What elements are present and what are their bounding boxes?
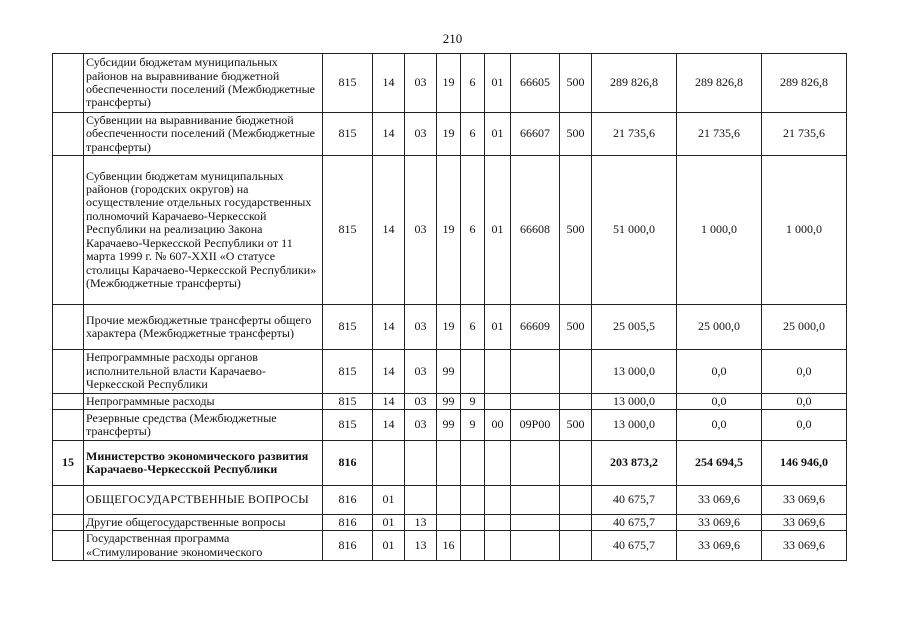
expense-type-code [560,486,592,515]
main-event-code: 01 [485,305,511,350]
subsection-code: 03 [405,113,437,156]
main-event-code [485,441,511,486]
program-code: 99 [437,410,461,441]
expense-type-code: 500 [560,54,592,113]
table-row [53,113,847,156]
row-number [53,394,84,410]
expense-type-code: 500 [560,113,592,156]
row-number [53,531,84,561]
program-code: 99 [437,394,461,410]
amount-year-2: 0,0 [677,410,762,441]
subprogram-code: 9 [461,394,485,410]
ministry-code: 815 [323,113,373,156]
expense-name: Непрограммные расходы органов исполнительной власти Карачаево-Черкесской Республики [84,350,323,394]
row-number [53,305,84,350]
ministry-code: 815 [323,156,373,305]
section-code [373,441,405,486]
ministry-code: 815 [323,305,373,350]
main-event-code [485,350,511,394]
expense-name: Субсидии бюджетам муниципальных районов на выравнивание бюджетной обеспеченности поселений (Межбюджетные трансферты) [84,54,323,113]
amount-year-1: 40 675,7 [592,531,677,561]
subsection-code [405,441,437,486]
ministry-code: 815 [323,54,373,113]
amount-year-3: 146 946,0 [762,441,847,486]
amount-year-1: 13 000,0 [592,410,677,441]
ministry-code: 816 [323,531,373,561]
ministry-code: 815 [323,394,373,410]
table-row [53,486,847,515]
subprogram-code: 6 [461,305,485,350]
direction-code: 09Р00 [511,410,560,441]
amount-year-1: 25 005,5 [592,305,677,350]
row-number [53,156,84,305]
amount-year-1: 13 000,0 [592,350,677,394]
subprogram-code [461,441,485,486]
subsection-code: 13 [405,515,437,531]
subsection-code: 03 [405,156,437,305]
amount-year-3: 0,0 [762,350,847,394]
amount-year-2: 0,0 [677,394,762,410]
subsection-code: 03 [405,54,437,113]
expense-type-code: 500 [560,410,592,441]
amount-year-2: 1 000,0 [677,156,762,305]
direction-code: 66608 [511,156,560,305]
row-number [53,54,84,113]
direction-code [511,394,560,410]
amount-year-1: 40 675,7 [592,515,677,531]
subsection-code: 13 [405,531,437,561]
row-number [53,113,84,156]
subprogram-code: 9 [461,410,485,441]
main-event-code [485,486,511,515]
amount-year-1: 289 826,8 [592,54,677,113]
row-number [53,486,84,515]
expense-name: Другие общегосударственные вопросы [84,515,323,531]
subsection-code [405,486,437,515]
amount-year-1: 13 000,0 [592,394,677,410]
table-row [53,515,847,531]
expense-name: Непрограммные расходы [84,394,323,410]
section-code: 14 [373,305,405,350]
ministry-code: 815 [323,410,373,441]
direction-code: 66607 [511,113,560,156]
amount-year-2: 21 735,6 [677,113,762,156]
page-number: 210 [442,31,463,46]
program-code: 19 [437,156,461,305]
program-code: 19 [437,113,461,156]
expense-type-code: 500 [560,156,592,305]
expense-name: Прочие межбюджетные трансферты общего характера (Межбюджетные трансферты) [84,305,323,350]
amount-year-2: 33 069,6 [677,486,762,515]
amount-year-2: 25 000,0 [677,305,762,350]
section-code: 01 [373,531,405,561]
amount-year-3: 33 069,6 [762,531,847,561]
direction-code: 66609 [511,305,560,350]
row-number: 15 [53,441,84,486]
amount-year-1: 51 000,0 [592,156,677,305]
section-code: 01 [373,515,405,531]
main-event-code: 01 [485,156,511,305]
amount-year-2: 33 069,6 [677,515,762,531]
expense-type-code [560,515,592,531]
program-code [437,441,461,486]
program-code [437,515,461,531]
table-row [53,350,847,394]
subsection-code: 03 [405,305,437,350]
subsection-code: 03 [405,410,437,441]
amount-year-1: 203 873,2 [592,441,677,486]
main-event-code: 01 [485,113,511,156]
expense-type-code [560,350,592,394]
direction-code: 66605 [511,54,560,113]
subprogram-code: 6 [461,54,485,113]
row-number [53,350,84,394]
amount-year-2: 0,0 [677,350,762,394]
amount-year-1: 40 675,7 [592,486,677,515]
expense-type-code [560,531,592,561]
expense-name: Государственная программа «Стимулирование экономического [84,531,323,561]
table-row [53,441,847,486]
expense-type-code: 500 [560,305,592,350]
main-event-code [485,515,511,531]
section-code: 14 [373,350,405,394]
expense-name: Министерство экономического развития Карачаево-Черкесской Республики [84,441,323,486]
amount-year-2: 289 826,8 [677,54,762,113]
amount-year-3: 21 735,6 [762,113,847,156]
amount-year-2: 254 694,5 [677,441,762,486]
amount-year-3: 289 826,8 [762,54,847,113]
section-code: 01 [373,486,405,515]
section-code: 14 [373,54,405,113]
subprogram-code: 6 [461,113,485,156]
program-code: 16 [437,531,461,561]
row-number [53,515,84,531]
subprogram-code [461,515,485,531]
amount-year-3: 33 069,6 [762,486,847,515]
table-row [53,54,847,113]
main-event-code [485,394,511,410]
ministry-code: 816 [323,515,373,531]
subprogram-code [461,350,485,394]
expense-name: ОБЩЕГОСУДАРСТВЕННЫЕ ВОПРОСЫ [84,486,323,515]
ministry-code: 816 [323,486,373,515]
section-code: 14 [373,113,405,156]
direction-code [511,515,560,531]
amount-year-2: 33 069,6 [677,531,762,561]
program-code: 99 [437,350,461,394]
section-code: 14 [373,394,405,410]
main-event-code: 01 [485,54,511,113]
subprogram-code [461,531,485,561]
direction-code [511,441,560,486]
subsection-code: 03 [405,350,437,394]
subsection-code: 03 [405,394,437,410]
expense-type-code [560,394,592,410]
section-code: 14 [373,410,405,441]
table-row [53,394,847,410]
budget-table [52,53,847,561]
table-row [53,305,847,350]
expense-name: Резервные средства (Межбюджетные трансферты) [84,410,323,441]
amount-year-3: 1 000,0 [762,156,847,305]
amount-year-1: 21 735,6 [592,113,677,156]
program-code: 19 [437,305,461,350]
amount-year-3: 25 000,0 [762,305,847,350]
amount-year-3: 0,0 [762,394,847,410]
main-event-code: 00 [485,410,511,441]
expense-name: Субвенции бюджетам муниципальных районов (городских округов) на осуществление отдельных государственных полномочий Карачаево-Черкесской Республики на реализацию Закона Карачаево-Черкесской Республики от 11 марта 1999 г. № 607-XXII «О статусе столицы Карачаево-Черкесской Республики» (Межбюджетные трансферты) [84,156,323,305]
amount-year-3: 33 069,6 [762,515,847,531]
direction-code [511,531,560,561]
table-row [53,410,847,441]
table-row [53,531,847,561]
main-event-code [485,531,511,561]
direction-code [511,486,560,515]
expense-name: Субвенции на выравнивание бюджетной обеспеченности поселений (Межбюджетные трансферты) [84,113,323,156]
section-code: 14 [373,156,405,305]
expense-type-code [560,441,592,486]
budget-table-body [53,54,847,561]
subprogram-code [461,486,485,515]
row-number [53,410,84,441]
ministry-code: 815 [323,350,373,394]
ministry-code: 816 [323,441,373,486]
table-row [53,156,847,305]
program-code [437,486,461,515]
direction-code [511,350,560,394]
amount-year-3: 0,0 [762,410,847,441]
program-code: 19 [437,54,461,113]
subprogram-code: 6 [461,156,485,305]
